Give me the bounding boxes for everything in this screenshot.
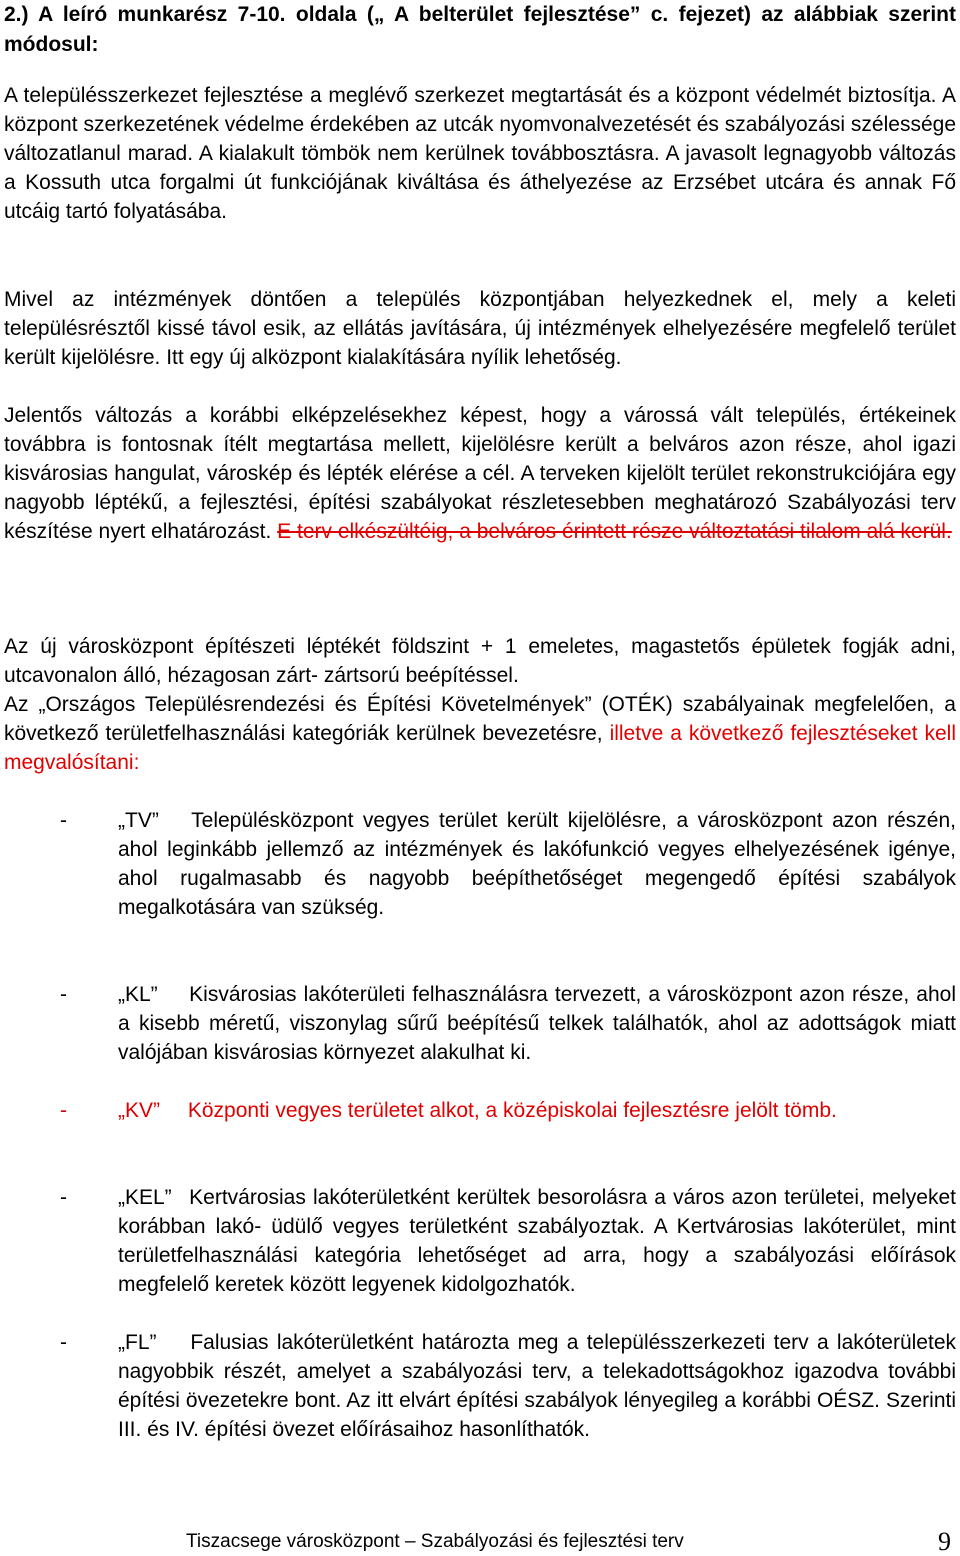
zone-code: „KEL” xyxy=(118,1186,172,1209)
zone-code: „FL” xyxy=(118,1331,157,1354)
list-dash: - xyxy=(60,1331,67,1354)
zone-code: „TV” xyxy=(118,809,159,832)
zone-code: „KL” xyxy=(118,983,158,1006)
page-number: 9 xyxy=(938,1527,951,1556)
zone-code: „KV” xyxy=(118,1099,160,1122)
paragraph-structure: A településszerkezet fejlesztése a meglévő szerkezet megtartását és a központ védelmét biztosítja. A központ szerkezetének védelme érdekében az utcák nyomvonalvezetését és szabályozási szélessége változatlanul marad. A kialakult tömbök nem kerülnek továbbosztásra. A javasolt legnagyobb változás a Kossuth utca forgalmi út funkciójának kiváltása és áthelyezése az Erzsébet utcára és annak Fő utcáig tartó folyatásába. xyxy=(4,84,956,223)
list-dash: - xyxy=(60,983,67,1006)
struck-sentence: E terv elkészültéig, a belváros érintett része változtatási tilalom alá kerül. xyxy=(277,520,952,543)
list-dash: - xyxy=(60,1186,67,1209)
paragraph-downtown-text: Jelentős változás a korábbi elképzelésekhez képest, hogy a várossá vált település, értékeinek továbbra is fontosnak ítélt megtartása mellett, kijelölésre került a belváros azon része, ahol igazi kisvárosias hangulat, városkép és lépték elérése a cél. A terveken kijelölt terület rekonstrukciójára egy nagyobb léptékű, a fejlesztési, építési szabályokat részletesebben meghatározó Szabályozási terv készítése nyert elhatározást. xyxy=(4,404,956,543)
list-item-text: Falusias lakóterületként határozta meg a településszerkezeti terv a lakóterületek nagyobbik részét, amelyet a szabályozási terv, a telekadottságokhoz igazodva további építési övezetekre bont. Az itt elvárt építési szabályok lényegileg a korábbi OÉSZ. Szerinti III. és IV. építési övezet előírásaihoz hasonlíthatók. xyxy=(118,1331,956,1441)
paragraph-downtown xyxy=(4,401,956,546)
list-item-text: Településközpont vegyes terület került kijelölésre, a városközpont azon részén, ahol leginkább jellemző az intézmények és lakófunkció vegyes elhelyezésének igénye, ahol rugalmasabb és nagyobb beépíthetőséget megengedő építési szabályok megalkotására van szükség. xyxy=(118,809,956,919)
list-item-text: Központi vegyes területet alkot, a középiskolai fejlesztésre jelölt tömb. xyxy=(187,1099,837,1122)
list-item-text: Kisvárosias lakóterületi felhasználásra tervezett, a városközpont azon része, ahol a kisebb méretű, viszonylag sűrű beépítésű telkek találhatók, ahol az adottságok miatt valójában kisvárosias környezet alakulhat ki. xyxy=(118,983,957,1064)
paragraph-scale: Az új városközpont építészeti léptékét földszint + 1 emeletes, magastetős épületek fogják adni, utcavonalon álló, hézagosan zárt- zártsorú beépítéssel. xyxy=(4,635,956,687)
list-item-text: Kertvárosias lakóterületként kerültek besorolásra a város azon területei, melyeket korábban lakó- üdülő vegyes területként szabályoztak. A Kertvárosias lakóterület, mint területfelhasználási kategória lehetőséget ad arra, hogy a szabályozási előírások megfelelő keretek között legyenek kidolgozhatók. xyxy=(118,1186,956,1296)
page-footer: Tiszacsege városközpont – Szabályozási és fejlesztési terv xyxy=(186,1531,684,1552)
inserted-clause: illetve a következő fejlesztéseket kell megvalósítani: xyxy=(4,722,957,774)
list-item-body xyxy=(118,806,956,922)
list-dash: - xyxy=(60,809,67,832)
paragraph-otek-text: Az „Országos Településrendezési és Építési Követelmények” (OTÉK) szabályainak megfelelően, a következő területfelhasználási kategóriák kerülnek bevezetésre, xyxy=(4,693,956,745)
paragraph-otek xyxy=(4,690,956,777)
list-item-body xyxy=(118,1328,956,1444)
list-item-body xyxy=(118,1183,956,1299)
list-dash: - xyxy=(60,1099,67,1122)
list-item-body xyxy=(118,980,956,1067)
list-item-body xyxy=(118,1096,956,1125)
section-heading: 2.) A leíró munkarész 7-10. oldala („ A belterület fejlesztése” c. fejezet) az alábbiak szerint módosul: xyxy=(4,3,956,56)
paragraph-institutions: Mivel az intézmények döntően a település központjában helyezkednek el, mely a keleti településrésztől kissé távol esik, az ellátás javítására, új intézmények elhelyezésére megfelelő terület került kijelölésre. Itt egy új alközpont kialakítására nyílik lehetőség. xyxy=(4,288,956,369)
